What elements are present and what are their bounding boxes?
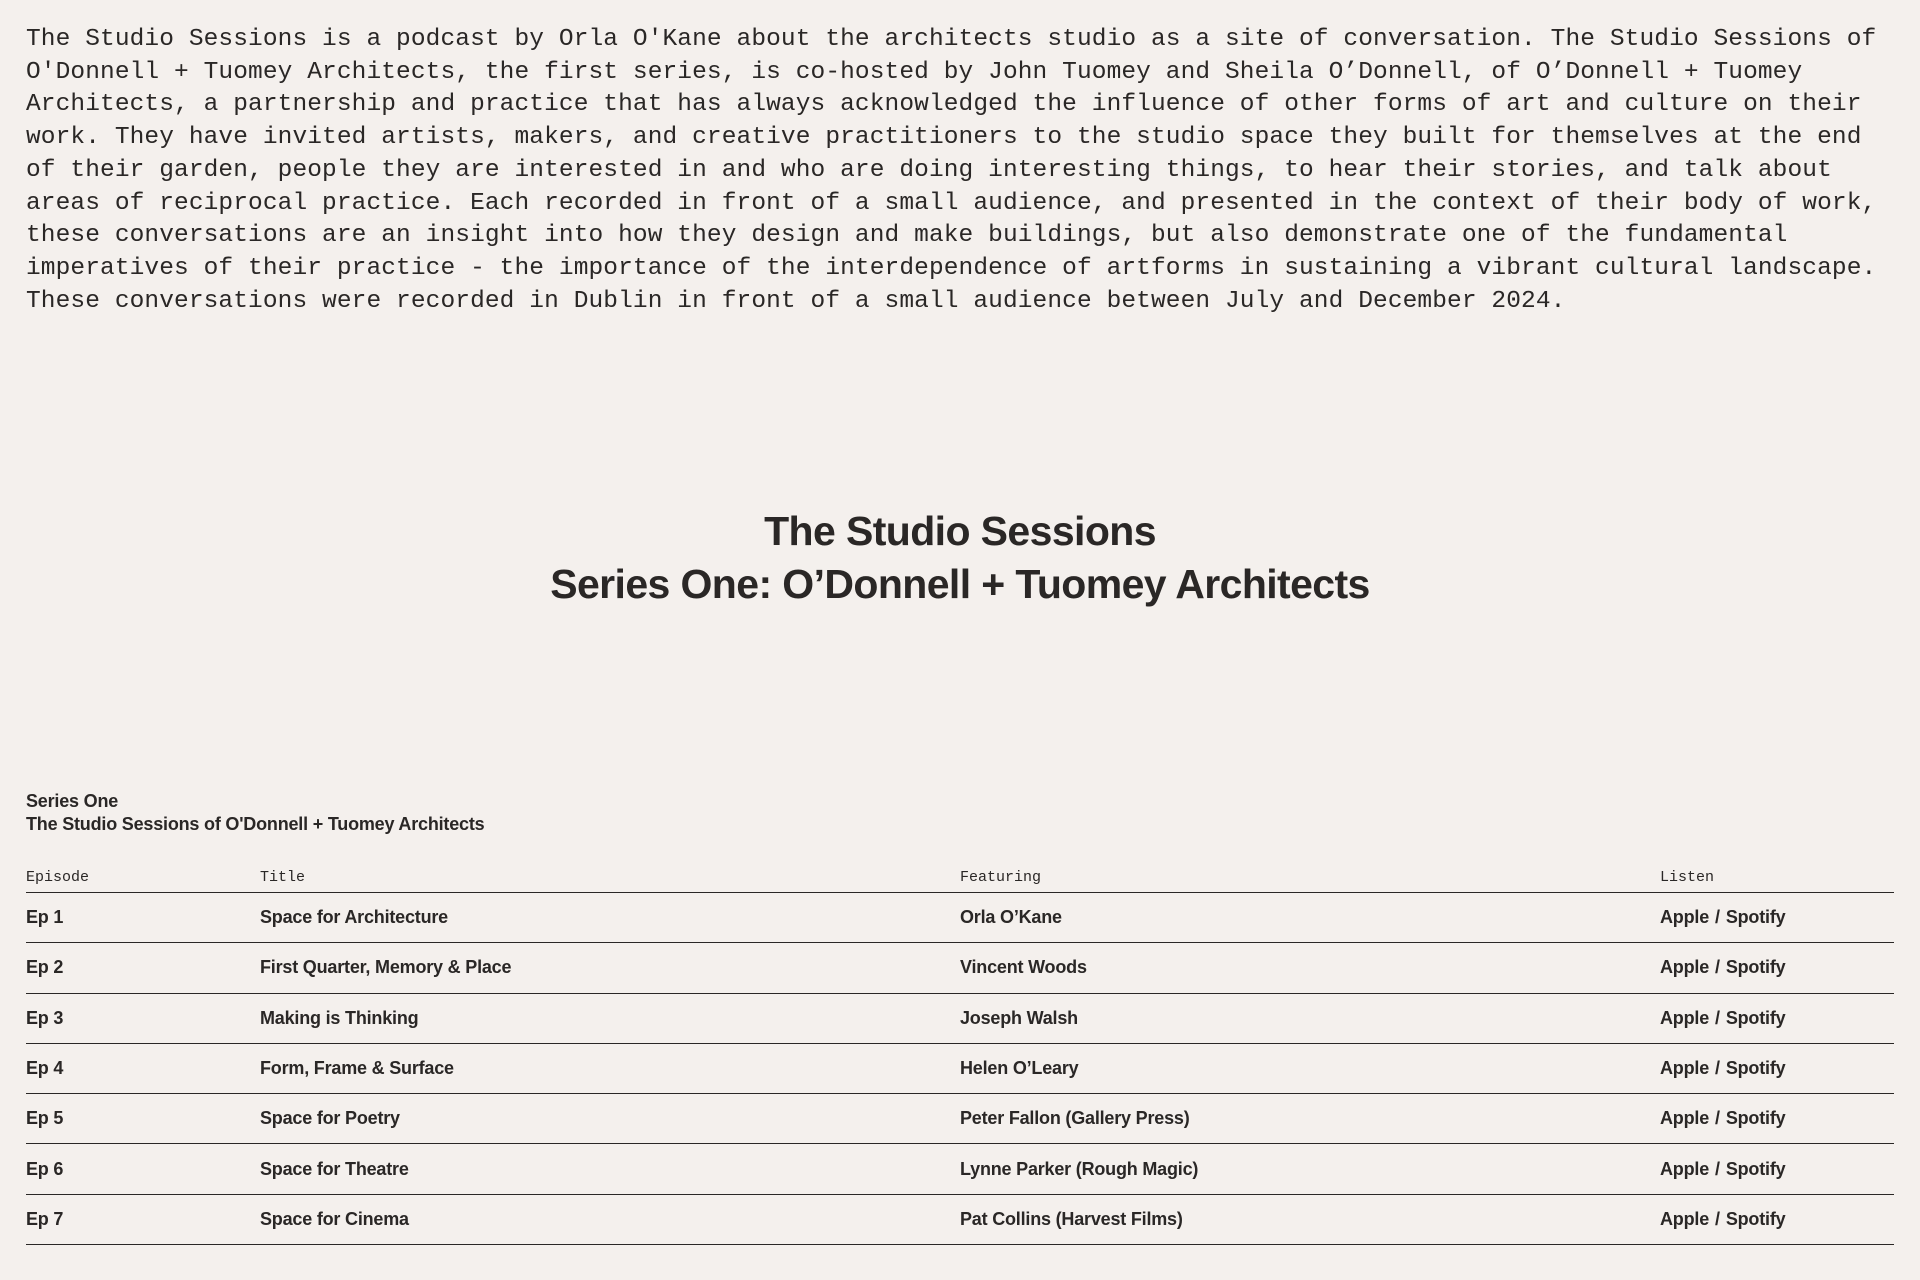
episode-row-2 [26,943,1894,993]
episode-row-1 [26,893,1894,943]
episode-featuring: Helen O’Leary [960,1058,1079,1079]
apple-link[interactable]: Apple [1660,907,1710,928]
listen-separator: / [1715,1158,1720,1179]
episode-number: Ep 4 [26,1058,64,1079]
episode-row-4 [26,1044,1894,1094]
listen-links [1660,957,1894,978]
series-label: Series One [26,791,119,811]
episode-title: Making is Thinking [260,1007,419,1028]
episode-row-7 [26,1195,1894,1245]
episode-featuring: Peter Fallon (Gallery Press) [960,1108,1190,1129]
listen-separator: / [1715,1007,1720,1028]
apple-link[interactable]: Apple [1660,1058,1710,1079]
episode-title: Space for Poetry [260,1108,400,1129]
apple-link[interactable]: Apple [1660,957,1710,978]
listen-links [1660,1159,1894,1180]
episode-row-6 [26,1144,1894,1194]
episode-title: Form, Frame & Surface [260,1058,454,1079]
apple-link[interactable]: Apple [1660,1208,1710,1229]
listen-separator: / [1715,1108,1720,1129]
episode-number: Ep 7 [26,1208,64,1229]
header-title: Title [260,868,306,886]
spotify-link[interactable]: Spotify [1725,1058,1786,1079]
apple-link[interactable]: Apple [1660,1158,1710,1179]
header-episode: Episode [26,868,90,886]
episode-number: Ep 1 [26,907,64,928]
listen-separator: / [1715,1208,1720,1229]
episode-title: Space for Cinema [260,1208,409,1229]
spotify-link[interactable]: Spotify [1725,907,1786,928]
listen-links [1660,1209,1894,1230]
apple-link[interactable]: Apple [1660,1007,1710,1028]
listen-separator: / [1715,957,1720,978]
spotify-link[interactable]: Spotify [1725,1158,1786,1179]
episode-number: Ep 5 [26,1108,64,1129]
spotify-link[interactable]: Spotify [1725,1108,1786,1129]
episode-number: Ep 2 [26,957,64,978]
episode-table [26,862,1894,1245]
listen-links [1660,1008,1894,1029]
header-featuring: Featuring [960,868,1042,886]
episode-title: Space for Theatre [260,1158,409,1179]
intro-paragraph: The Studio Sessions is a podcast by Orla O'Kane about the architects studio as a site of conversation. The Studio Sessions of O'Donnell + Tuomey Architects, the first series, is co-hosted by John Tuomey and Sheila O’Donnell, of O’Donnell + Tuomey Architects, a partnership and practice that has always acknowledged the influence of other forms of art and culture on their work. They have invited artists, makers, and creative practitioners to the studio space they built for themselves at the end of their garden, people they are interested in and who are doing interesting things, to hear their stories, and talk about areas of reciprocal practice. Each recorded in front of a small audience, and presented in the context of their body of work, these conversations are an insight into how they design and make buildings, but also demonstrate one of the fundamental imperatives of their practice - the importance of the interdependence of artforms in sustaining a vibrant cultural landscape. These conversations were recorded in Dublin in front of a small audience between July and December 2024. [26,26,1877,315]
episode-featuring: Joseph Walsh [960,1007,1078,1028]
episode-table-header [26,862,1894,893]
episode-title: First Quarter, Memory & Place [260,957,512,978]
episode-featuring: Orla O’Kane [960,907,1062,928]
spotify-link[interactable]: Spotify [1725,1208,1786,1229]
hero-title [0,505,1920,611]
episode-row-5 [26,1094,1894,1144]
listen-links [1660,1058,1894,1079]
episode-featuring: Lynne Parker (Rough Magic) [960,1158,1199,1179]
episode-number: Ep 6 [26,1158,64,1179]
spotify-link[interactable]: Spotify [1725,1007,1786,1028]
listen-links [1660,1108,1894,1129]
listen-links [1660,907,1894,928]
spotify-link[interactable]: Spotify [1725,957,1786,978]
hero-title-line-2: Series One: O’Donnell + Tuomey Architects [550,561,1370,607]
hero-title-line-1: The Studio Sessions [764,508,1156,554]
series-subtitle: The Studio Sessions of O'Donnell + Tuomey Architects [26,814,485,834]
apple-link[interactable]: Apple [1660,1108,1710,1129]
episode-featuring: Vincent Woods [960,957,1087,978]
episode-title: Space for Architecture [260,907,448,928]
header-listen: Listen [1660,868,1715,886]
episode-number: Ep 3 [26,1007,64,1028]
episode-row-3 [26,994,1894,1044]
listen-separator: / [1715,907,1720,928]
listen-separator: / [1715,1058,1720,1079]
episode-featuring: Pat Collins (Harvest Films) [960,1208,1183,1229]
series-heading [26,790,484,836]
